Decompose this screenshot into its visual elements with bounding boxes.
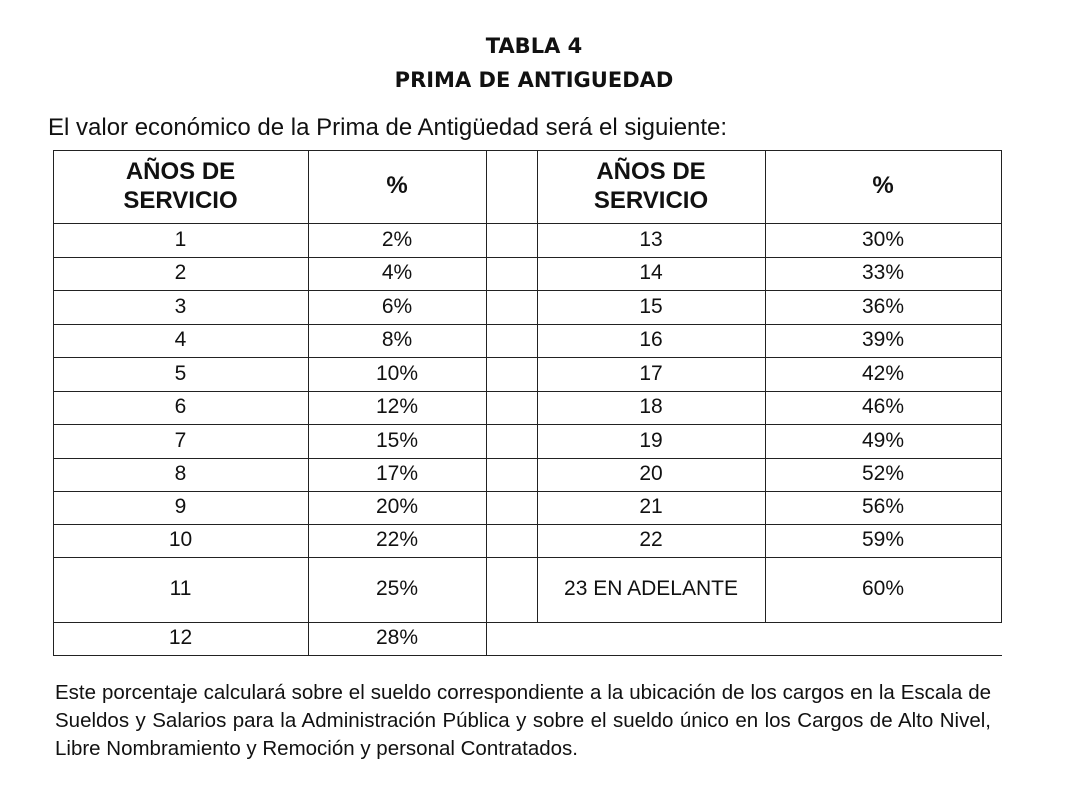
table-cell-years: 20 xyxy=(639,462,663,486)
table-cell-years: 7 xyxy=(174,428,187,452)
table-cell-percent: 4% xyxy=(381,261,413,285)
table-cell-percent: 36% xyxy=(861,294,905,318)
table-cell-percent: 60% xyxy=(861,577,905,601)
table-cell-years: 16 xyxy=(639,328,663,352)
table-cell-percent: 20% xyxy=(375,495,419,519)
table-rule xyxy=(486,150,487,656)
table-cell-percent: 52% xyxy=(861,462,905,486)
table-cell-years: 5 xyxy=(174,361,187,385)
table-cell-percent: 46% xyxy=(861,395,905,419)
table-rule xyxy=(53,655,1002,656)
table-cell-percent: 12% xyxy=(375,395,419,419)
table-cell-percent: 56% xyxy=(861,495,905,519)
page-subtitle: PRIMA DE ANTIGUEDAD xyxy=(394,68,674,92)
table-cell-percent: 39% xyxy=(861,328,905,352)
table-cell-percent: 42% xyxy=(861,361,905,385)
table-cell-percent: 15% xyxy=(375,428,419,452)
table-cell-percent: 49% xyxy=(861,428,905,452)
column-header-percent: % xyxy=(872,172,894,200)
column-header-percent: % xyxy=(386,172,408,200)
table-cell-years: 21 xyxy=(639,495,663,519)
table-cell-percent: 22% xyxy=(375,528,419,552)
table-cell-years: 22 xyxy=(639,528,663,552)
table-cell-years: 19 xyxy=(639,428,663,452)
table-cell-years: 4 xyxy=(174,328,187,352)
table-cell-years: 3 xyxy=(174,294,187,318)
table-rule xyxy=(1001,150,1002,623)
table-cell-percent: 17% xyxy=(375,462,419,486)
table-cell-percent: 33% xyxy=(861,261,905,285)
table-cell-years: 1 xyxy=(174,227,187,251)
column-header-years: AÑOS DE SERVICIO xyxy=(123,158,238,214)
page-title: TABLA 4 xyxy=(485,34,583,58)
table-cell-percent: 6% xyxy=(381,294,413,318)
table-cell-years: 8 xyxy=(174,462,187,486)
table-cell-years: 2 xyxy=(174,261,187,285)
table-cell-years: 14 xyxy=(639,261,663,285)
table-cell-years: 6 xyxy=(174,395,187,419)
table-cell-percent: 25% xyxy=(375,577,419,601)
table-cell-years: 13 xyxy=(639,227,663,251)
table-cell-years: 11 xyxy=(169,577,192,601)
table-cell-years: 12 xyxy=(168,626,193,650)
table-cell-percent: 28% xyxy=(375,626,419,650)
column-header-years: AÑOS DE SERVICIO xyxy=(593,158,709,214)
table-cell-years: 9 xyxy=(174,495,187,519)
table-cell-years: 23 EN ADELANTE xyxy=(564,577,738,601)
table-cell-percent: 8% xyxy=(381,328,413,352)
table-cell-percent: 30% xyxy=(861,227,905,251)
intro-text: El valor económico de la Prima de Antigüedad será el siguiente: xyxy=(48,114,728,141)
table-cell-years: 10 xyxy=(168,528,193,552)
table-cell-years: 15 xyxy=(639,294,663,318)
table-cell-years: 18 xyxy=(639,395,663,419)
table-cell-years: 17 xyxy=(639,361,663,385)
table-cell-percent: 2% xyxy=(381,227,413,251)
table-cell-percent: 10% xyxy=(375,361,419,385)
table-cell-percent: 59% xyxy=(861,528,905,552)
footnote-text: Este porcentaje calculará sobre el sueldo correspondiente a la ubicación de los cargos en la Escala de Sueldos y Salarios para la Administración Pública y sobre el sueldo único en los Cargos de Alto Nivel, Libre Nombramiento y Remoción y personal Contratados. xyxy=(55,681,991,760)
